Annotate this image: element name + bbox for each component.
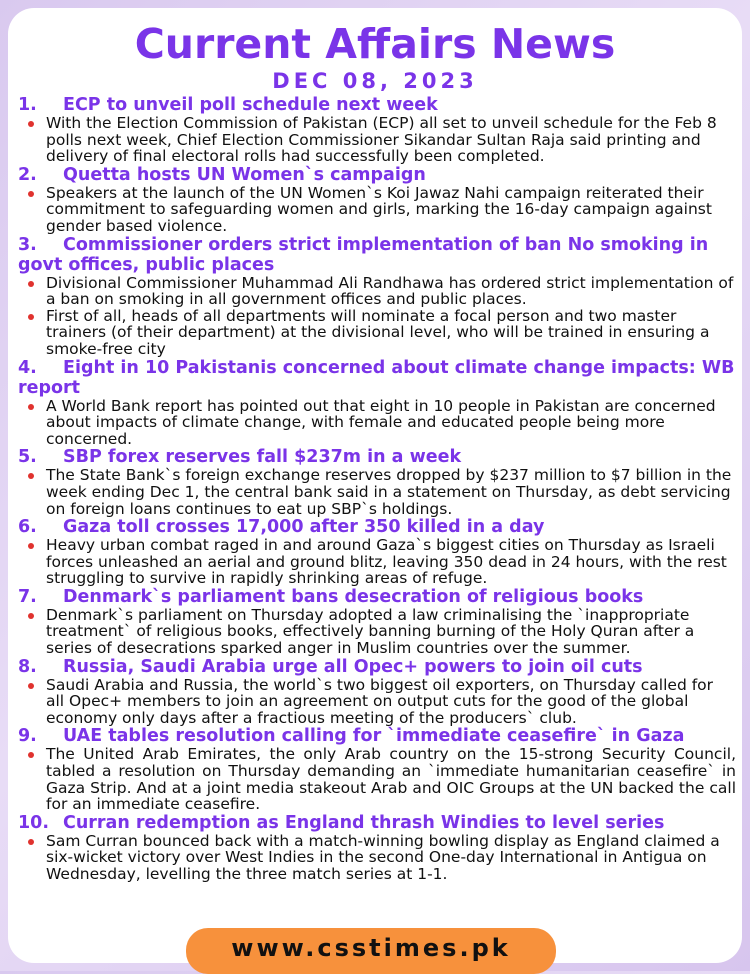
news-item xyxy=(18,95,736,165)
news-point: Denmark`s parliament on Thursday adopted a law criminalising the `inappropriate treatment` of religious books, effectively banning burning of the Holy Quran after a series of desecrations sparked anger in Muslim countries over the summer. xyxy=(38,607,736,657)
news-points xyxy=(18,677,736,727)
news-point: The State Bank`s foreign exchange reserves dropped by $237 million to $7 billion in the week ending Dec 1, the central bank said in a statement on Thursday, as debt servicing on foreign loans continues to eat up SBP`s holdings. xyxy=(38,467,736,517)
news-point: The United Arab Emirates, the only Arab country on the 15-strong Security Council, tabled a resolution on Thursday demanding an `immediate humanitarian ceasefire` in Gaza Strip. And at a joint media stakeout Arab and OIC Groups at the UN backed the call for an immediate ceasefire. xyxy=(38,746,736,812)
news-points xyxy=(18,467,736,517)
news-headline: 3. Commissioner orders strict implementation of ban No smoking in govt offices, public places xyxy=(18,234,709,275)
news-item xyxy=(18,165,736,235)
news-item xyxy=(18,726,736,812)
news-number: 4. xyxy=(18,357,37,378)
news-headline: 1. ECP to unveil poll schedule next week xyxy=(18,95,438,115)
news-number: 3. xyxy=(18,234,37,255)
news-point: With the Election Commission of Pakistan (ECP) all set to unveil schedule for the Feb 8 polls next week, Chief Election Commissioner Sikandar Sultan Raja said printing and delivery of final electoral rolls had successfully been completed. xyxy=(38,115,736,165)
news-number: 1. xyxy=(18,95,37,115)
news-points xyxy=(18,537,736,587)
page-date: DEC 08, 2023 xyxy=(272,69,478,93)
news-headline: 5. SBP forex reserves fall $237m in a week xyxy=(18,447,462,468)
news-headline: 2. Quetta hosts UN Women`s campaign xyxy=(18,164,426,185)
news-number: 9. xyxy=(18,726,37,747)
news-item xyxy=(18,358,736,448)
news-headline: 6. Gaza toll crosses 17,000 after 350 killed in a day xyxy=(18,517,545,538)
news-card xyxy=(8,8,742,963)
news-headline: 10. Curran redemption as England thrash Windies to level series xyxy=(18,812,665,833)
news-points xyxy=(18,275,736,358)
news-number: 2. xyxy=(18,164,37,185)
page-title: Current Affairs News xyxy=(134,20,616,68)
news-points xyxy=(18,607,736,657)
news-points xyxy=(18,185,736,235)
news-point: Sam Curran bounced back with a match-winning bowling display as England claimed a six-wicket victory over West Indies in the second One-day International in Antigua on Wednesday, levelling the three match series at 1-1. xyxy=(38,833,736,883)
news-number: 5. xyxy=(18,447,37,468)
news-headline: 7. Denmark`s parliament bans desecration of religious books xyxy=(18,586,644,607)
news-number: 10. xyxy=(18,812,50,833)
news-item xyxy=(18,517,736,587)
news-headline: 8. Russia, Saudi Arabia urge all Opec+ powers to join oil cuts xyxy=(18,656,643,677)
news-item xyxy=(18,235,736,358)
news-list xyxy=(18,95,736,883)
news-points xyxy=(18,398,736,448)
website-banner[interactable]: www.csstimes.pk xyxy=(186,928,556,974)
news-item xyxy=(18,447,736,517)
news-point: Divisional Commissioner Muhammad Ali Randhawa has ordered strict implementation of a ban on smoking in all government offices and public places. xyxy=(38,275,736,308)
news-points xyxy=(18,746,736,812)
news-number: 6. xyxy=(18,517,37,538)
news-number: 8. xyxy=(18,656,37,677)
news-headline: 4. Eight in 10 Pakistanis concerned about climate change impacts: WB report xyxy=(18,357,735,398)
news-headline: 9. UAE tables resolution calling for `immediate ceasefire` in Gaza xyxy=(18,726,685,747)
news-point: Heavy urban combat raged in and around Gaza`s biggest cities on Thursday as Israeli forces unleashed an aerial and ground blitz, leaving 350 dead in 24 hours, with the rest struggling to survive in rapidly shrinking areas of refuge. xyxy=(38,537,736,587)
news-item xyxy=(18,657,736,727)
news-point: A World Bank report has pointed out that eight in 10 people in Pakistan are concerned about impacts of climate change, with female and educated people being more concerned. xyxy=(38,398,736,448)
news-point: Speakers at the launch of the UN Women`s Koi Jawaz Nahi campaign reiterated their commitment to safeguarding women and girls, marking the 16-day campaign against gender based violence. xyxy=(38,185,736,235)
news-points xyxy=(18,833,736,883)
news-number: 7. xyxy=(18,586,37,607)
news-item xyxy=(18,813,736,883)
news-point: First of all, heads of all departments will nominate a focal person and two master trainers (of their department) at the divisional level, who will be trained in ensuring a smoke-free city xyxy=(38,308,736,358)
news-item xyxy=(18,587,736,657)
news-points xyxy=(18,115,736,165)
news-point: Saudi Arabia and Russia, the world`s two biggest oil exporters, on Thursday called for all Opec+ members to join an agreement on output cuts for the good of the global economy only days after a fractious meeting of the producers` club. xyxy=(38,677,736,727)
